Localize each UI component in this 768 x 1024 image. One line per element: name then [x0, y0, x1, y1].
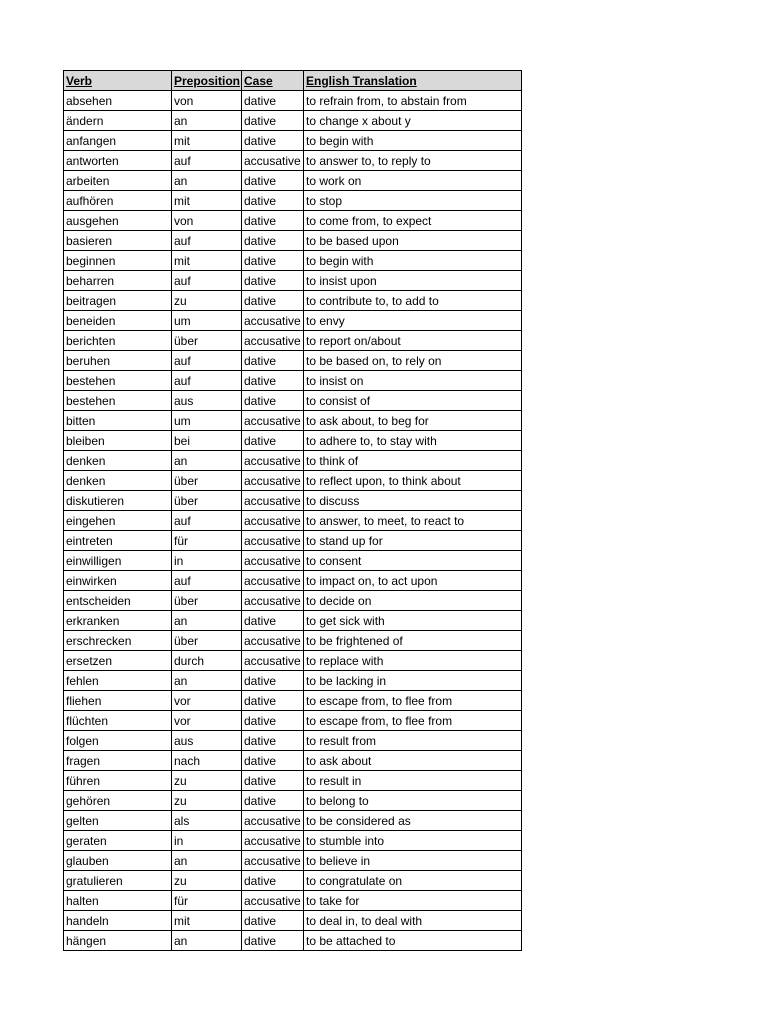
verb-cell: halten	[64, 891, 172, 911]
verb-cell: folgen	[64, 731, 172, 751]
table-row	[64, 751, 522, 771]
preposition-cell: auf	[172, 371, 242, 391]
case-cell: dative	[242, 751, 304, 771]
verb-cell: beitragen	[64, 291, 172, 311]
preposition-cell: über	[172, 471, 242, 491]
preposition-cell: auf	[172, 151, 242, 171]
case-cell: dative	[242, 131, 304, 151]
translation-cell: to envy	[304, 311, 522, 331]
verb-cell: absehen	[64, 91, 172, 111]
case-cell: dative	[242, 211, 304, 231]
table-row	[64, 931, 522, 951]
case-cell: accusative	[242, 811, 304, 831]
translation-cell: to change x about y	[304, 111, 522, 131]
table-row	[64, 231, 522, 251]
preposition-cell: an	[172, 851, 242, 871]
translation-cell: to begin with	[304, 131, 522, 151]
header-english-translation: English Translation	[304, 71, 522, 91]
preposition-cell: vor	[172, 711, 242, 731]
verb-cell: ändern	[64, 111, 172, 131]
case-cell: accusative	[242, 891, 304, 911]
case-cell: dative	[242, 271, 304, 291]
translation-cell: to stand up for	[304, 531, 522, 551]
case-cell: accusative	[242, 491, 304, 511]
verb-cell: entscheiden	[64, 591, 172, 611]
verb-cell: erkranken	[64, 611, 172, 631]
table-row	[64, 171, 522, 191]
case-cell: accusative	[242, 651, 304, 671]
table-row	[64, 611, 522, 631]
preposition-cell: an	[172, 671, 242, 691]
verb-cell: bleiben	[64, 431, 172, 451]
preposition-cell: über	[172, 591, 242, 611]
case-cell: accusative	[242, 411, 304, 431]
table-row	[64, 871, 522, 891]
translation-cell: to impact on, to act upon	[304, 571, 522, 591]
preposition-cell: an	[172, 111, 242, 131]
case-cell: dative	[242, 611, 304, 631]
case-cell: accusative	[242, 311, 304, 331]
verb-preposition-table	[63, 70, 522, 951]
verb-cell: bestehen	[64, 391, 172, 411]
preposition-cell: an	[172, 451, 242, 471]
translation-cell: to be based on, to rely on	[304, 351, 522, 371]
preposition-cell: auf	[172, 271, 242, 291]
case-cell: accusative	[242, 451, 304, 471]
preposition-cell: um	[172, 411, 242, 431]
table-row	[64, 191, 522, 211]
table-row	[64, 831, 522, 851]
table-row	[64, 251, 522, 271]
verb-cell: arbeiten	[64, 171, 172, 191]
verb-cell: einwilligen	[64, 551, 172, 571]
verb-cell: geraten	[64, 831, 172, 851]
verb-cell: basieren	[64, 231, 172, 251]
table-row	[64, 311, 522, 331]
header-preposition: Preposition	[172, 71, 242, 91]
preposition-cell: durch	[172, 651, 242, 671]
translation-cell: to think of	[304, 451, 522, 471]
translation-cell: to consent	[304, 551, 522, 571]
case-cell: dative	[242, 251, 304, 271]
case-cell: dative	[242, 111, 304, 131]
preposition-cell: auf	[172, 351, 242, 371]
translation-cell: to begin with	[304, 251, 522, 271]
table-row	[64, 131, 522, 151]
case-cell: dative	[242, 711, 304, 731]
preposition-cell: mit	[172, 251, 242, 271]
case-cell: dative	[242, 431, 304, 451]
preposition-cell: über	[172, 331, 242, 351]
case-cell: dative	[242, 91, 304, 111]
verb-cell: gelten	[64, 811, 172, 831]
translation-cell: to take for	[304, 891, 522, 911]
case-cell: accusative	[242, 531, 304, 551]
translation-cell: to replace with	[304, 651, 522, 671]
translation-cell: to result from	[304, 731, 522, 751]
verb-cell: denken	[64, 471, 172, 491]
table-row	[64, 151, 522, 171]
header-case: Case	[242, 71, 304, 91]
translation-cell: to be attached to	[304, 931, 522, 951]
translation-cell: to stop	[304, 191, 522, 211]
verb-cell: erschrecken	[64, 631, 172, 651]
case-cell: dative	[242, 391, 304, 411]
preposition-cell: mit	[172, 911, 242, 931]
verb-cell: führen	[64, 771, 172, 791]
translation-cell: to escape from, to flee from	[304, 691, 522, 711]
verb-cell: beruhen	[64, 351, 172, 371]
table-row	[64, 331, 522, 351]
translation-cell: to ask about, to beg for	[304, 411, 522, 431]
verb-cell: antworten	[64, 151, 172, 171]
case-cell: dative	[242, 231, 304, 251]
header-verb: Verb	[64, 71, 172, 91]
table-row	[64, 791, 522, 811]
verb-cell: eintreten	[64, 531, 172, 551]
case-cell: dative	[242, 771, 304, 791]
table-row	[64, 111, 522, 131]
case-cell: accusative	[242, 331, 304, 351]
case-cell: accusative	[242, 851, 304, 871]
translation-cell: to be lacking in	[304, 671, 522, 691]
verb-cell: fliehen	[64, 691, 172, 711]
case-cell: dative	[242, 291, 304, 311]
table-row	[64, 731, 522, 751]
preposition-cell: über	[172, 631, 242, 651]
table-row	[64, 711, 522, 731]
table-body	[64, 91, 522, 951]
table-row	[64, 351, 522, 371]
case-cell: dative	[242, 351, 304, 371]
preposition-cell: um	[172, 311, 242, 331]
verb-cell: beharren	[64, 271, 172, 291]
verb-cell: fragen	[64, 751, 172, 771]
translation-cell: to reflect upon, to think about	[304, 471, 522, 491]
preposition-cell: aus	[172, 391, 242, 411]
verb-cell: flüchten	[64, 711, 172, 731]
table-row	[64, 451, 522, 471]
verb-cell: bestehen	[64, 371, 172, 391]
preposition-cell: an	[172, 931, 242, 951]
verb-cell: ausgehen	[64, 211, 172, 231]
preposition-cell: für	[172, 531, 242, 551]
preposition-cell: als	[172, 811, 242, 831]
verb-cell: eingehen	[64, 511, 172, 531]
translation-cell: to deal in, to deal with	[304, 911, 522, 931]
translation-cell: to get sick with	[304, 611, 522, 631]
table-row	[64, 271, 522, 291]
preposition-cell: zu	[172, 771, 242, 791]
preposition-cell: in	[172, 551, 242, 571]
table-row	[64, 631, 522, 651]
translation-cell: to insist upon	[304, 271, 522, 291]
table-row	[64, 591, 522, 611]
case-cell: dative	[242, 691, 304, 711]
table-row	[64, 411, 522, 431]
translation-cell: to consist of	[304, 391, 522, 411]
translation-cell: to adhere to, to stay with	[304, 431, 522, 451]
table-row	[64, 571, 522, 591]
preposition-cell: auf	[172, 231, 242, 251]
preposition-cell: von	[172, 211, 242, 231]
case-cell: dative	[242, 931, 304, 951]
translation-cell: to belong to	[304, 791, 522, 811]
table-row	[64, 471, 522, 491]
preposition-cell: an	[172, 171, 242, 191]
case-cell: accusative	[242, 831, 304, 851]
preposition-cell: bei	[172, 431, 242, 451]
verb-cell: beginnen	[64, 251, 172, 271]
case-cell: accusative	[242, 471, 304, 491]
verb-cell: bitten	[64, 411, 172, 431]
verb-cell: einwirken	[64, 571, 172, 591]
translation-cell: to congratulate on	[304, 871, 522, 891]
preposition-cell: über	[172, 491, 242, 511]
preposition-cell: mit	[172, 191, 242, 211]
preposition-cell: zu	[172, 791, 242, 811]
translation-cell: to be considered as	[304, 811, 522, 831]
case-cell: dative	[242, 871, 304, 891]
translation-cell: to come from, to expect	[304, 211, 522, 231]
table-row	[64, 431, 522, 451]
translation-cell: to refrain from, to abstain from	[304, 91, 522, 111]
verb-cell: fehlen	[64, 671, 172, 691]
table-row	[64, 691, 522, 711]
table-row	[64, 671, 522, 691]
table-row	[64, 811, 522, 831]
preposition-cell: vor	[172, 691, 242, 711]
translation-cell: to be based upon	[304, 231, 522, 251]
preposition-cell: zu	[172, 871, 242, 891]
table-row	[64, 651, 522, 671]
verb-cell: ersetzen	[64, 651, 172, 671]
translation-cell: to result in	[304, 771, 522, 791]
table-row	[64, 291, 522, 311]
case-cell: dative	[242, 371, 304, 391]
translation-cell: to answer, to meet, to react to	[304, 511, 522, 531]
verb-cell: diskutieren	[64, 491, 172, 511]
preposition-cell: an	[172, 611, 242, 631]
table-row	[64, 531, 522, 551]
table-row	[64, 511, 522, 531]
translation-cell: to discuss	[304, 491, 522, 511]
verb-cell: handeln	[64, 911, 172, 931]
preposition-cell: für	[172, 891, 242, 911]
case-cell: accusative	[242, 631, 304, 651]
table-row	[64, 371, 522, 391]
case-cell: dative	[242, 671, 304, 691]
table-row	[64, 851, 522, 871]
translation-cell: to be frightened of	[304, 631, 522, 651]
preposition-cell: aus	[172, 731, 242, 751]
table-row	[64, 391, 522, 411]
verb-cell: aufhören	[64, 191, 172, 211]
translation-cell: to stumble into	[304, 831, 522, 851]
translation-cell: to believe in	[304, 851, 522, 871]
verb-cell: glauben	[64, 851, 172, 871]
table-row	[64, 91, 522, 111]
translation-cell: to contribute to, to add to	[304, 291, 522, 311]
verb-cell: berichten	[64, 331, 172, 351]
translation-cell: to decide on	[304, 591, 522, 611]
case-cell: accusative	[242, 511, 304, 531]
verb-cell: beneiden	[64, 311, 172, 331]
case-cell: accusative	[242, 591, 304, 611]
translation-cell: to work on	[304, 171, 522, 191]
translation-cell: to escape from, to flee from	[304, 711, 522, 731]
case-cell: accusative	[242, 551, 304, 571]
table-row	[64, 891, 522, 911]
preposition-cell: auf	[172, 511, 242, 531]
case-cell: dative	[242, 731, 304, 751]
translation-cell: to insist on	[304, 371, 522, 391]
preposition-cell: mit	[172, 131, 242, 151]
preposition-cell: in	[172, 831, 242, 851]
case-cell: dative	[242, 191, 304, 211]
verb-cell: gehören	[64, 791, 172, 811]
translation-cell: to answer to, to reply to	[304, 151, 522, 171]
header-row	[64, 71, 522, 91]
verb-cell: gratulieren	[64, 871, 172, 891]
translation-cell: to report on/about	[304, 331, 522, 351]
preposition-cell: nach	[172, 751, 242, 771]
verb-cell: denken	[64, 451, 172, 471]
table-row	[64, 911, 522, 931]
verb-cell: hängen	[64, 931, 172, 951]
preposition-cell: von	[172, 91, 242, 111]
case-cell: dative	[242, 171, 304, 191]
table-row	[64, 211, 522, 231]
preposition-cell: zu	[172, 291, 242, 311]
case-cell: dative	[242, 911, 304, 931]
preposition-cell: auf	[172, 571, 242, 591]
case-cell: dative	[242, 791, 304, 811]
case-cell: accusative	[242, 571, 304, 591]
case-cell: accusative	[242, 151, 304, 171]
translation-cell: to ask about	[304, 751, 522, 771]
verb-cell: anfangen	[64, 131, 172, 151]
table-row	[64, 551, 522, 571]
table-row	[64, 491, 522, 511]
table-row	[64, 771, 522, 791]
